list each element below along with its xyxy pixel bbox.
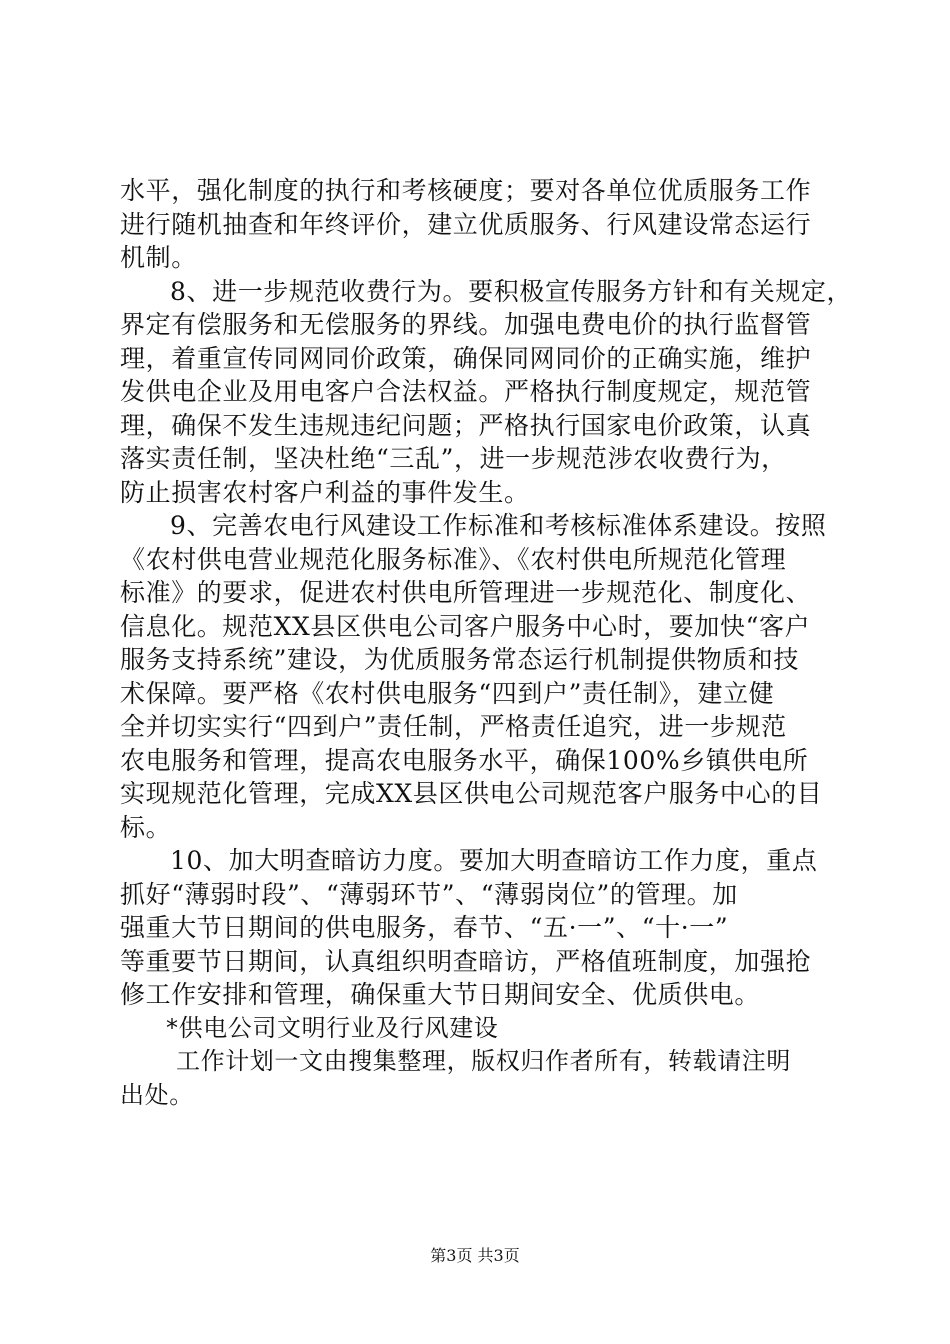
document-body bbox=[120, 174, 853, 1112]
text-line: 理，确保不发生违规违纪问题；严格执行国家电价政策，认真 bbox=[120, 410, 812, 440]
text-line: 理，着重宣传同网同价政策，确保同网同价的正确实施，维护 bbox=[120, 343, 812, 373]
text-line: 界定有偿服务和无偿服务的界线。加强电费电价的执行监督管 bbox=[120, 310, 812, 339]
text-line: 强重大节日期间的供电服务，春节、“五·一”、“十·一” bbox=[120, 913, 729, 942]
copyright-line: 出处。 bbox=[120, 1080, 194, 1109]
text-line: 全并切实实行“四到户”责任制，严格责任追究，进一步规范 bbox=[120, 712, 787, 741]
text-line: 农电服务和管理，提高农电服务水平，确保100%乡镇供电所 bbox=[120, 745, 809, 775]
text-line: 10、加大明查暗访力度。要加大明查暗访工作力度，重点 bbox=[170, 846, 818, 875]
note-line: *供电公司文明行业及行风建设 bbox=[166, 1013, 499, 1042]
text-line: 进行随机抽查和年终评价，建立优质服务、行风建设常态运行 bbox=[120, 209, 812, 239]
text-line: 《农村供电营业规范化服务标准》、《农村供电所规范化管理 bbox=[120, 544, 787, 574]
text-line: 等重要节日期间，认真组织明查暗访，严格值班制度，加强抢 bbox=[120, 946, 812, 976]
text-line: 修工作安排和管理，确保重大节日期间安全、优质供电。 bbox=[120, 980, 761, 1009]
text-line: 抓好“薄弱时段”、“薄弱环节”、“薄弱岗位”的管理。加 bbox=[120, 879, 738, 909]
text-line: 标准》的要求，促进农村供电所管理进一步规范化、制度化、 bbox=[120, 578, 812, 607]
text-line: 信息化。规范XX县区供电公司客户服务中心时，要加快“客户 bbox=[120, 611, 811, 641]
text-line: 水平，强化制度的执行和考核硬度；要对各单位优质服务工作 bbox=[120, 176, 812, 205]
text-line: 落实责任制，坚决杜绝“三乱”，进一步规范涉农收费行为， bbox=[120, 444, 787, 473]
text-line: 机制。 bbox=[120, 243, 197, 272]
text-line: 8、进一步规范收费行为。要积极宣传服务方针和有关规定， bbox=[170, 276, 853, 306]
text-line: 实现规范化管理，完成XX县区供电公司规范客户服务中心的目 bbox=[120, 779, 823, 808]
text-line: 术保障。要严格《农村供电服务“四到户”责任制》，建立健 bbox=[120, 678, 775, 708]
text-line: 防止损害农村客户利益的事件发生。 bbox=[120, 477, 530, 507]
text-line: 9、完善农电行风建设工作标准和考核标准体系建设。按照 bbox=[170, 511, 827, 540]
page-footer: 第3页 共3页 bbox=[430, 1246, 520, 1265]
text-line: 标。 bbox=[120, 812, 172, 842]
text-line: 服务支持系统”建设，为优质服务常态运行机制提供物质和技 bbox=[120, 645, 799, 674]
text-line: 发供电企业及用电客户合法权益。严格执行制度规定，规范管 bbox=[120, 377, 812, 406]
copyright-line: 工作计划一文由搜集整理，版权归作者所有，转载请注明 bbox=[176, 1047, 791, 1075]
